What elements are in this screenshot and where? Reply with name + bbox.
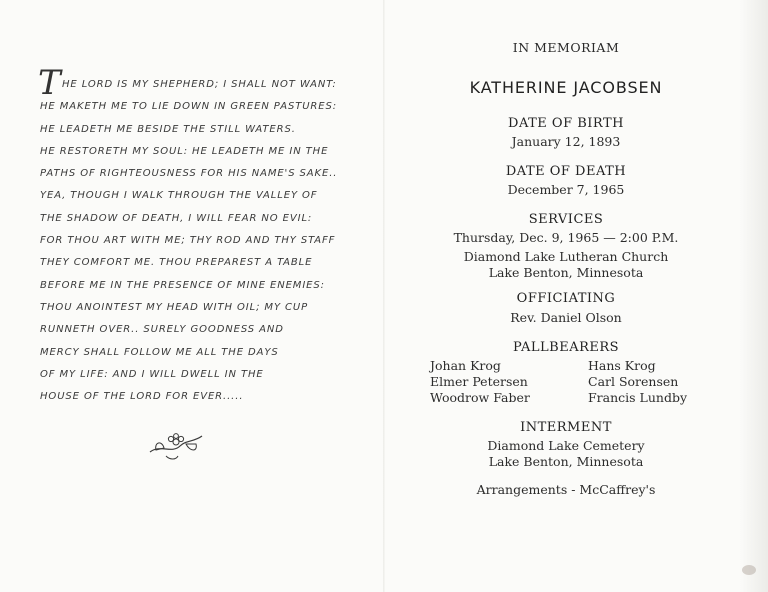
pallbearer-name: Johan Krog: [430, 358, 501, 373]
psalm-line: THEY COMFORT ME. THOU PREPAREST A TABLE: [40, 257, 313, 269]
arrangements-credit: Arrangements - McCaffrey's: [476, 482, 656, 497]
interment-label: INTERMENT: [520, 420, 612, 435]
fold-line: [383, 0, 385, 592]
officiant-name: Rev. Daniel Olson: [510, 310, 622, 325]
psalm-line: FOR THOU ART WITH ME; THY ROD AND THY STAFF: [40, 235, 336, 247]
psalm-line: MERCY SHALL FOLLOW ME ALL THE DAYS: [40, 346, 279, 358]
deceased-name: KATHERINE JACOBSEN: [469, 78, 663, 97]
psalm-line: RUNNETH OVER.. SURELY GOODNESS AND: [40, 324, 284, 336]
psalm-drop-cap: T: [38, 63, 62, 103]
page-edge-shadow: [740, 0, 768, 592]
psalm-line: THOU ANOINTEST MY HEAD WITH OIL; MY CUP: [40, 301, 309, 313]
psalm-line: HE LORD IS MY SHEPHERD; I SHALL NOT WANT:: [62, 79, 337, 90]
psalm-line: HE LEADETH ME BESIDE THE STILL WATERS.: [40, 123, 296, 135]
pallbearer-name: Hans Krog: [588, 358, 656, 373]
psalm-line: PATHS OF RIGHTEOUSNESS FOR HIS NAME'S SAKE..: [40, 168, 338, 180]
services-city: Lake Benton, Minnesota: [488, 265, 644, 280]
pallbearer-name: Woodrow Faber: [430, 390, 530, 405]
psalm-line: YEA, THOUGH I WALK THROUGH THE VALLEY OF: [40, 190, 318, 202]
pallbearer-name: Carl Sorensen: [588, 374, 679, 389]
services-datetime: Thursday, Dec. 9, 1965 — 2:00 P.M.: [453, 230, 679, 245]
psalm-line: THE SHADOW OF DEATH, I WILL FEAR NO EVIL:: [40, 212, 313, 224]
services-label: SERVICES: [528, 212, 604, 227]
memoriam-heading: IN MEMORIAM: [512, 40, 620, 55]
pallbearers-label: PALLBEARERS: [512, 340, 620, 355]
pallbearer-name: Elmer Petersen: [430, 374, 528, 389]
psalm-line: OF MY LIFE: AND I WILL DWELL IN THE: [40, 368, 264, 380]
officiating-label: OFFICIATING: [516, 291, 616, 306]
interment-city: Lake Benton, Minnesota: [488, 454, 644, 469]
psalm-text: [38, 63, 340, 408]
psalm-line: HE MAKETH ME TO LIE DOWN IN GREEN PASTURES:: [40, 101, 338, 113]
psalm-line: HOUSE OF THE LORD FOR EVER.....: [40, 391, 244, 403]
interment-place: Diamond Lake Cemetery: [487, 438, 645, 453]
flower-ornament-icon: [146, 430, 206, 462]
death-date: December 7, 1965: [507, 182, 625, 197]
pallbearer-name: Francis Lundby: [588, 390, 688, 405]
birth-date: January 12, 1893: [511, 134, 621, 149]
services-place: Diamond Lake Lutheran Church: [463, 249, 669, 264]
paper-smudge: [742, 565, 756, 575]
psalm-line: HE RESTORETH MY SOUL: HE LEADETH ME IN THE: [40, 145, 329, 157]
death-label: DATE OF DEATH: [505, 164, 627, 179]
birth-label: DATE OF BIRTH: [508, 116, 624, 131]
psalm-line: BEFORE ME IN THE PRESENCE OF MINE ENEMIES:: [40, 279, 325, 291]
